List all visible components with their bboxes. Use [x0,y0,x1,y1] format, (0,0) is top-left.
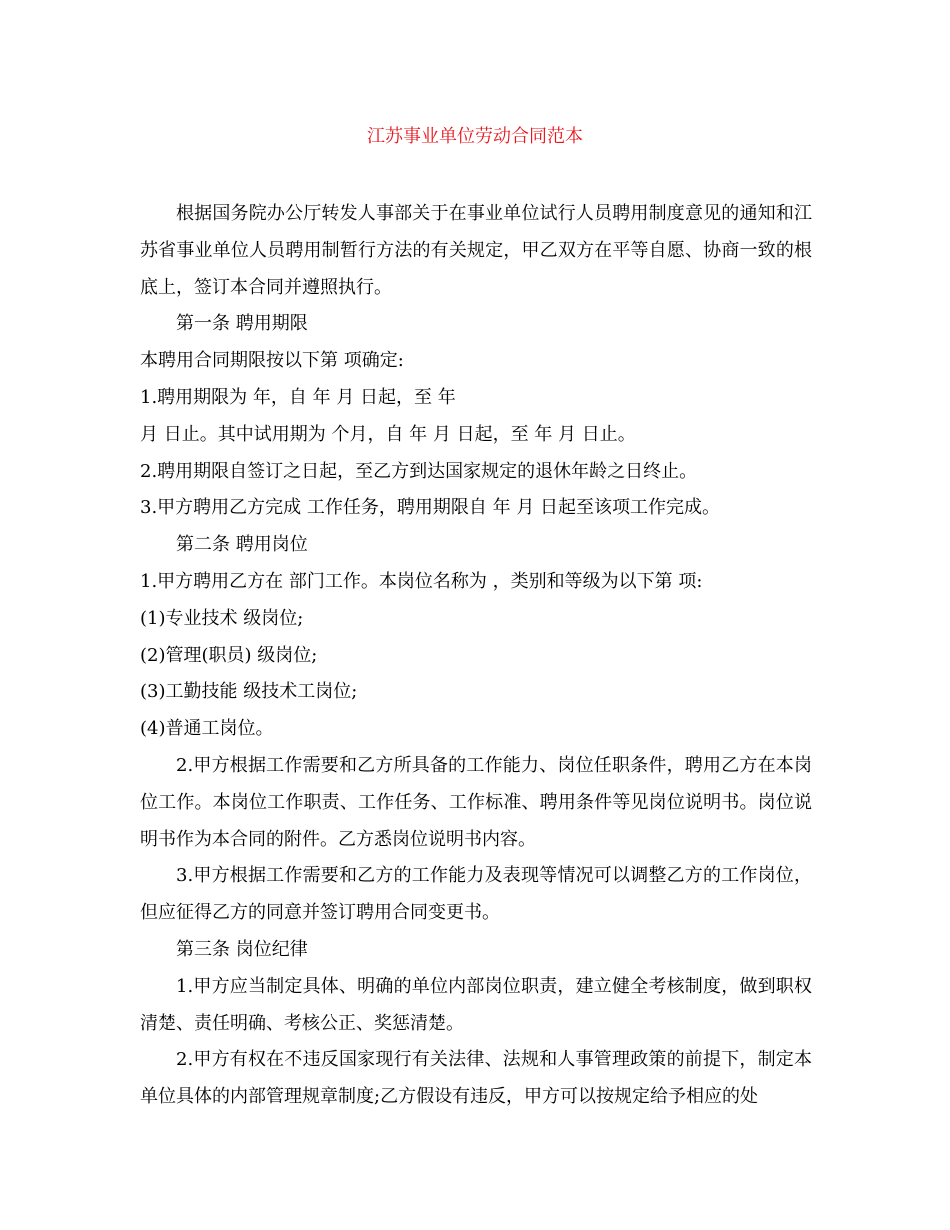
article3-item1: 1.甲方应当制定具体、明确的单位内部岗位职责，建立健全考核制度，做到职权清楚、责任明确、考核公正、奖惩清楚。 [140,975,812,1034]
document-body [140,196,812,1116]
article1-heading: 第一条 聘用期限 [176,313,308,335]
article3-item2: 2.甲方有权在不违反国家现行有关法律、法规和人事管理政策的前提下，制定本单位具体的内部管理规章制度;乙方假设有违反，甲方可以按规定给予相应的处 [140,1049,812,1108]
article2-item2: 2.甲方根据工作需要和乙方所具备的工作能力、岗位任职条件，聘用乙方在本岗位工作。本岗位工作职责、工作任务、工作标准、聘用条件等见岗位说明书。岗位说明书作为本合同的附件。乙方悉岗位说明书内容。 [140,754,812,850]
document-title: 江苏事业单位劳动合同范本 [367,126,583,147]
article2-heading: 第二条 聘用岗位 [176,534,308,556]
intro-paragraph: 根据国务院办公厅转发人事部关于在事业单位试行人员聘用制度意见的通知和江苏省事业单位人员聘用制暂行方法的有关规定，甲乙双方在平等自愿、协商一致的根底上，签订本合同并遵照执行。 [140,203,812,298]
article1-item1-line1: 1.聘用期限为 年，自 年 月 日起，至 年 [140,386,456,408]
article2-item3: 3.甲方根据工作需要和乙方的工作能力及表现等情况可以调整乙方的工作岗位，但应征得乙方的同意并签订聘用合同变更书。 [140,865,812,924]
article2-sub3: (3)工勤技能 级技术工岗位; [140,681,358,703]
article1-item2: 2.聘用期限自签订之日起，至乙方到达国家规定的退休年龄之日终止。 [140,460,698,482]
article2-sub1: (1)专业技术 级岗位; [140,607,304,629]
article2-sub4: (4)普通工岗位。 [140,718,274,740]
article3-heading: 第三条 岗位纪律 [176,938,308,960]
article2-item1: 1.甲方聘用乙方在 部门工作。本岗位名称为 ，类别和等级为以下第 项: [140,570,703,592]
article1-item1-line2: 月 日止。其中试用期为 个月，自 年 月 日起，至 年 月 日止。 [140,423,636,445]
article1-item3: 3.甲方聘用乙方完成 工作任务，聘用期限自 年 月 日起至该项工作完成。 [140,497,721,519]
article1-lead: 本聘用合同期限按以下第 项确定: [140,350,404,372]
article2-sub2: (2)管理(职员) 级岗位; [140,644,318,666]
